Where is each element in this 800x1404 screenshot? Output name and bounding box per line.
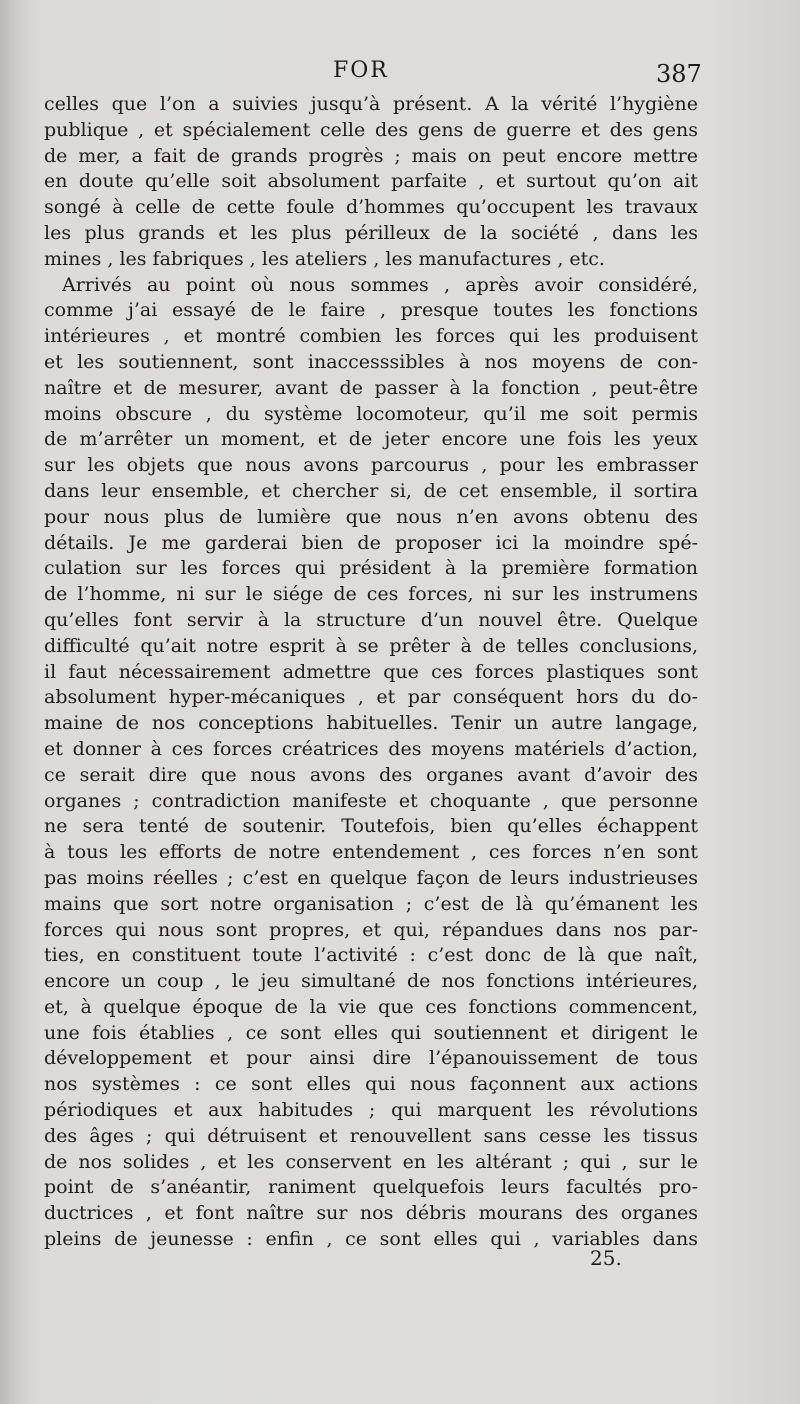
text-line: publique , et spécialement celle des gens de guerre et des gens: [44, 118, 698, 141]
text-line: une fois établies , ce sont elles qui soutiennent et dirigent le: [44, 1021, 698, 1044]
text-line: celles que l’on a suivies jusqu’à présent. A la vérité l’hygiène: [44, 93, 698, 115]
text-line: à tous les efforts de notre entendement , ces forces n’en sont: [44, 841, 698, 864]
text-line: développement et pour ainsi dire l’épanouissement de tous: [44, 1047, 698, 1070]
text-line: de nos solides , et les conservent en les altérant ; qui , sur le: [44, 1150, 698, 1173]
text-line: mines , les fabriques , les ateliers , les manufactures , etc.: [44, 247, 605, 270]
text-line: et, à quelque époque de la vie que ces fonctions commencent,: [44, 995, 698, 1018]
text-line: songé à celle de cette foule d’hommes qu’occupent les travaux: [44, 196, 698, 219]
text-line: Arrivés au point où nous sommes , après avoir considéré,: [62, 273, 698, 296]
text-line: qu’elles font servir à la structure d’un nouvel être. Quelque: [44, 608, 698, 631]
text-line: périodiques et aux habitudes ; qui marquent les révolutions: [44, 1099, 698, 1122]
text-line: organes ; contradiction manifeste et choquante , que personne: [44, 789, 698, 812]
text-line: comme j’ai essayé de le faire , presque toutes les fonctions: [44, 299, 698, 322]
text-line: dans leur ensemble, et chercher si, de cet ensemble, il sortira: [44, 479, 698, 502]
text-line: de l’homme, ni sur le siége de ces forces, ni sur les instrumens: [44, 583, 698, 606]
text-line: difficulté qu’ait notre esprit à se prêter à de telles conclusions,: [44, 634, 698, 657]
text-line: pour nous plus de lumière que nous n’en avons obtenu des: [44, 505, 698, 528]
text-line: point de s’anéantir, raniment quelquefois leurs facultés pro-: [44, 1176, 698, 1199]
page-header: [0, 58, 800, 94]
page-number: 387: [656, 60, 702, 88]
body-text: [44, 92, 698, 1253]
text-line: moins obscure , du système locomoteur, qu’il me soit permis: [44, 402, 698, 425]
text-line: et les soutiennent, sont inaccesssibles à nos moyens de con-: [44, 350, 698, 373]
text-line: sur les objets que nous avons parcourus , pour les embrasser: [44, 454, 698, 477]
text-line: mains que sort notre organisation ; c’est de là qu’émanent les: [44, 892, 698, 915]
text-line: il faut nécessairement admettre que ces forces plastiques sont: [44, 660, 698, 683]
text-line: ce serait dire que nous avons des organes avant d’avoir des: [44, 763, 698, 786]
text-line: intérieures , et montré combien les forces qui les produisent: [44, 325, 698, 348]
running-head: FOR: [333, 58, 389, 83]
text-line: de m’arrêter un moment, et de jeter encore une fois les yeux: [44, 428, 698, 451]
text-line: ties, en constituent toute l’activité : c’est donc de là que naît,: [44, 944, 698, 967]
text-line: de mer, a fait de grands progrès ; mais on peut encore mettre: [44, 144, 698, 167]
text-line: forces qui nous sont propres, et qui, répandues dans nos par-: [44, 918, 698, 941]
text-line: détails. Je me garderai bien de proposer ici la moindre spé-: [44, 531, 698, 554]
text-line: maine de nos conceptions habituelles. Tenir un autre langage,: [44, 712, 698, 735]
text-line: ne sera tenté de soutenir. Toutefois, bien qu’elles échappent: [44, 815, 698, 838]
text-line: les plus grands et les plus périlleux de la société , dans les: [44, 221, 698, 244]
text-line: en doute qu’elle soit absolument parfaite , et surtout qu’on ait: [44, 170, 698, 193]
text-line: pleins de jeunesse : enfin , ce sont elles qui , variables dans: [44, 1228, 698, 1251]
text-line: pas moins réelles ; c’est en quelque façon de leurs industrieuses: [44, 866, 698, 889]
text-line: ductrices , et font naître sur nos débris mourans des organes: [44, 1202, 698, 1225]
text-line: des âges ; qui détruisent et renouvellent sans cesse les tissus: [44, 1124, 698, 1147]
text-line: nos systèmes : ce sont elles qui nous façonnent aux actions: [44, 1073, 698, 1096]
text-line: encore un coup , le jeu simultané de nos fonctions intérieures,: [44, 970, 698, 993]
signature-mark: 25.: [590, 1246, 622, 1270]
text-line: absolument hyper-mécaniques , et par conséquent hors du do-: [44, 686, 698, 709]
text-line: culation sur les forces qui président à la première formation: [44, 557, 698, 580]
text-line: et donner à ces forces créatrices des moyens matériels d’action,: [44, 737, 698, 760]
text-line: naître et de mesurer, avant de passer à la fonction , peut-être: [44, 376, 698, 399]
